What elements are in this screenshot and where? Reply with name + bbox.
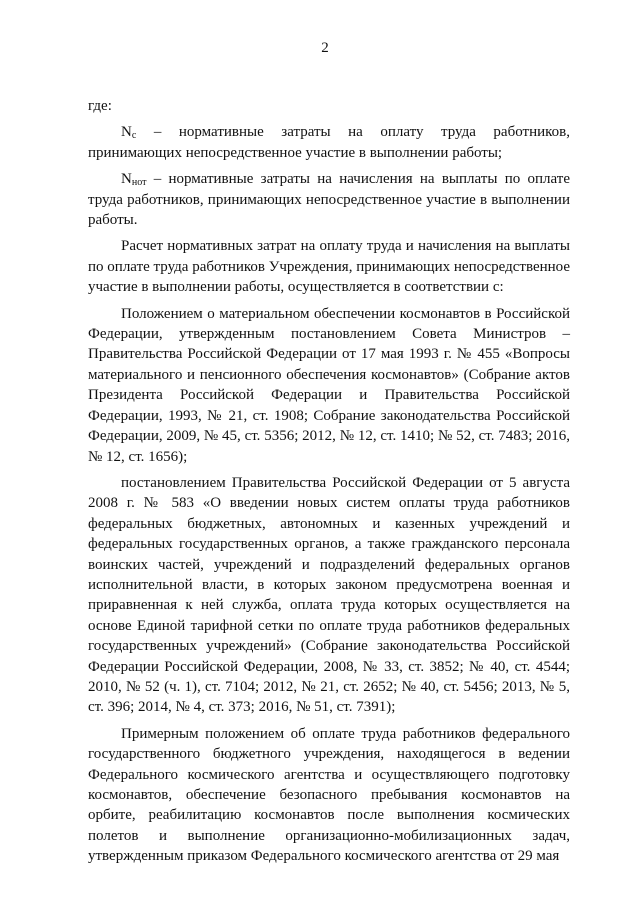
definition-nc [88, 122, 570, 163]
document-body [88, 96, 570, 867]
calc-paragraph: Расчет нормативных затрат на оплату труда и начисления на выплаты по оплате труда работников Учреждения, принимающих непосредственное участие в выполнении работы, осуществляется в соответствии с: [88, 238, 570, 296]
legal-basis-item-3: Примерным положением об оплате труда работников федерального государственного бюджетного учреждения, находящегося в ведении Федерального космического агентства и осуществляющего подготовку космонавтов, обеспечение безопасного пребывания космонавтов на орбите, реабилитацию космонавтов после выполнения космических полетов и выполнение организационно-мобилизационных задач, утвержденным приказом Федерального космического агентства от 29 мая [88, 725, 570, 865]
nc-text: – нормативные затраты на оплату труда работников, принимающих непосредственное участие в выполнении работы; [88, 124, 570, 161]
nnot-text: – нормативные затраты на начисления на выплаты по оплате труда работников, принимающих непосредственное участие в выполнении работы. [88, 171, 570, 229]
nnot-symbol: N [121, 171, 132, 188]
where-label: где: [88, 98, 112, 114]
legal-basis-item-2: постановлением Правительства Российской Федерации от 5 августа 2008 г. № 583 «О введении новых систем оплаты труда работников федеральных бюджетных, автономных и казенных учреждений и федеральных государственных органов, а также гражданского персонала воинских частей, учреждений и подразделений федеральных органов исполнительной власти, в которых законом предусмотрена военная и приравненная к ней служба, оплата труда которых осуществляется на основе Единой тарифной сетки по оплате труда работников федеральных государственных учреждений» (Собрание законодательства Российской Федерации Российской Федерации, 2008, № 33, ст. 3852; № 40, ст. 4544; 2010, № 52 (ч. 1), ст. 7104; 2012, № 21, ст. 2652; № 40, ст. 5456; 2013, № 5, ст. 396; 2014, № 4, ст. 373; 2016, № 51, ст. 7391); [88, 474, 570, 716]
nc-subscript: с [131, 130, 137, 142]
definition-nnot [88, 169, 570, 230]
page-number: 2 [321, 40, 329, 56]
nc-symbol: N [121, 124, 132, 141]
legal-basis-item-1: Положением о материальном обеспечении космонавтов в Российской Федерации, утвержденным постановлением Совета Министров – Правительства Российской Федерации от 17 мая 1993 г. № 455 «Вопросы материального и пенсионного обеспечения космонавтов» (Собрание актов Президента Российской Федерации и Правительства Российской Федерации, 1993, № 21, ст. 1908; Собрание законодательства Российской Федерации, 2009, № 45, ст. 5356; 2012, № 12, ст. 1410; № 52, ст. 7483; 2016, № 12, ст. 1656); [88, 305, 570, 465]
nnot-subscript: нот [131, 177, 147, 189]
